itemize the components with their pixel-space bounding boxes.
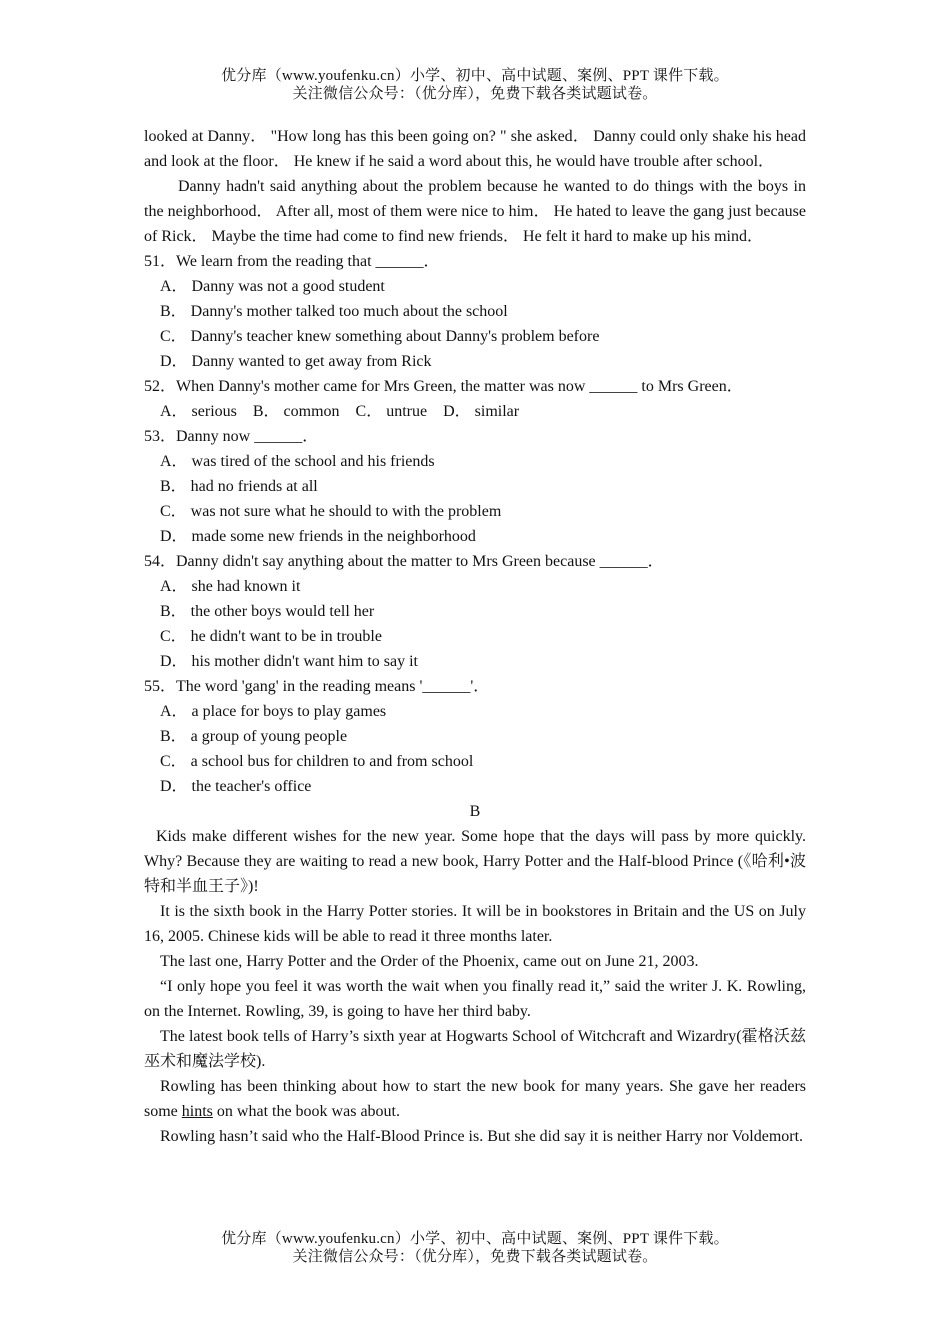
option-b: B． a group of young people: [160, 728, 348, 745]
option-c: C． he didn't want to be in trouble: [160, 628, 382, 645]
question-stem: 52．When Danny's mother came for Mrs Green, the matter was now ______ to Mrs Green．: [144, 378, 743, 395]
question-53: [144, 424, 806, 549]
page-header: [0, 67, 950, 103]
page-footer: [0, 1230, 950, 1266]
option-b: B． the other boys would tell her: [160, 603, 375, 620]
question-51: [144, 249, 806, 374]
option-c: C． Danny's teacher knew something about Danny's problem before: [160, 328, 600, 345]
section-b-paragraph-4: “I only hope you feel it was worth the wait when you finally read it,” said the writer J. K. Rowling, on the Internet. Rowling, 39, is going to have her third baby.: [144, 978, 806, 1020]
section-b-paragraph-1: Kids make different wishes for the new year. Some hope that the days will pass by more quickly. Why? Because they are waiting to read a new book, Harry Potter and the Half-blood Prince (《哈利•波特和半血王子》)!: [144, 828, 806, 895]
option-a: A． Danny was not a good student: [160, 278, 385, 295]
option-c: C． was not sure what he should to with the problem: [160, 503, 502, 520]
section-b-paragraph-3: The last one, Harry Potter and the Order of the Phoenix, came out on June 21, 2003.: [160, 953, 699, 970]
question-55: [144, 674, 806, 799]
option-d: D． the teacher's office: [160, 778, 312, 795]
option-b: B． had no friends at all: [160, 478, 318, 495]
question-52: [144, 374, 806, 424]
header-line-1: 优分库（www.youfenku.cn）小学、初中、高中试题、案例、PPT 课件下载。: [221, 68, 729, 84]
underlined-word-hints: hints: [181, 1103, 213, 1120]
question-stem: 51．We learn from the reading that ______．: [144, 253, 440, 270]
section-b-heading: B: [469, 803, 481, 820]
options-inline: A． serious B． common C． untrue D． similar: [160, 403, 520, 420]
passage-a-paragraph-1: looked at Danny． "How long has this been going on? " she asked． Danny could only shake his head and look at the floor． He knew if he said a word about this, he would have trouble after school．: [144, 128, 806, 170]
paragraph-text: Rowling has been thinking about how to start the new book for many years. She gave her readers some: [144, 1078, 806, 1120]
question-stem: 55．The word 'gang' in the reading means '______'．: [144, 678, 490, 695]
section-b-paragraph-7: Rowling hasn’t said who the Half-Blood Prince is. But she did say it is neither Harry nor Voldemort.: [160, 1128, 804, 1145]
option-a: A． a place for boys to play games: [160, 703, 387, 720]
option-d: D． his mother didn't want him to say it: [160, 653, 418, 670]
footer-line-1: 优分库（www.youfenku.cn）小学、初中、高中试题、案例、PPT 课件下载。: [221, 1231, 729, 1247]
question-54: [144, 549, 806, 674]
section-b-paragraph-6: [144, 1074, 806, 1124]
option-a: A． was tired of the school and his friends: [160, 453, 435, 470]
passage-a-paragraph-2: Danny hadn't said anything about the problem because he wanted to do things with the boys in the neighborhood． After all, most of them were nice to him． He hated to leave the gang just because of Rick． Maybe the time had come to find new friends． He felt it hard to make up his mind．: [144, 178, 806, 245]
question-stem: 54．Danny didn't say anything about the matter to Mrs Green because ______．: [144, 553, 664, 570]
header-line-2: 关注微信公众号：（优分库），免费下载各类试题试卷。: [292, 86, 658, 102]
document-body: [144, 124, 806, 1149]
question-stem: 53．Danny now ______．: [144, 428, 319, 445]
footer-line-2: 关注微信公众号：（优分库），免费下载各类试题试卷。: [292, 1249, 658, 1265]
option-d: D． Danny wanted to get away from Rick: [160, 353, 432, 370]
option-a: A． she had known it: [160, 578, 301, 595]
option-c: C． a school bus for children to and from school: [160, 753, 474, 770]
option-b: B． Danny's mother talked too much about the school: [160, 303, 508, 320]
section-b-paragraph-5: The latest book tells of Harry’s sixth year at Hogwarts School of Witchcraft and Wizardry(霍格沃兹巫术和魔法学校).: [144, 1028, 806, 1070]
section-b-paragraph-2: It is the sixth book in the Harry Potter stories. It will be in bookstores in Britain and the US on July 16, 2005. Chinese kids will be able to read it three months later.: [144, 903, 806, 945]
option-d: D． made some new friends in the neighborhood: [160, 528, 476, 545]
paragraph-text: on what the book was about.: [212, 1103, 400, 1120]
